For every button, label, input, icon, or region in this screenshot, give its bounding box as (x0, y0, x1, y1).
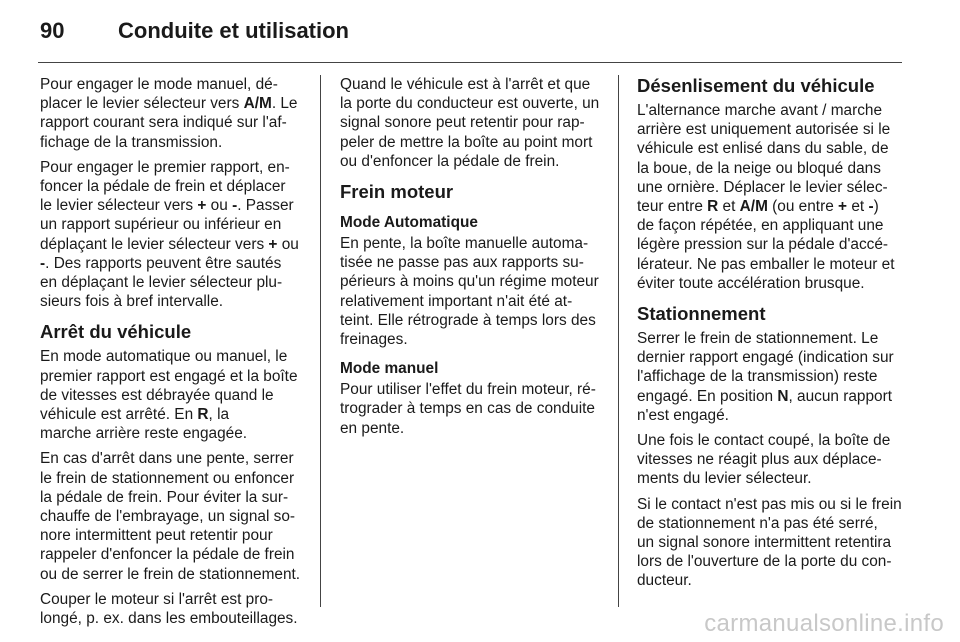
header-divider (38, 62, 902, 63)
column-divider-2 (618, 75, 619, 607)
heading-vehicle-stop: Arrêt du véhicule (40, 321, 192, 343)
column-3 (637, 75, 905, 597)
subheading-manual-mode: Mode manuel (340, 360, 439, 378)
page-title: Conduite et utilisation (118, 18, 349, 43)
paragraph-stop-mode: En mode automatique ou manuel, le premier rapport est engagé et la boîte de vitesses est débrayée quand le véhicule est arrêté. En R, la marche arrière reste engagée. (40, 348, 298, 443)
paragraph-engine-off: Couper le moteur si l'arrêt est pro- longé, p. ex. dans les embouteillages. (40, 590, 298, 628)
paragraph-door-warning: Si le contact n'est pas mis ou si le frein de stationnement n'a pas été serré, un signal sonore intermittent retentira lors de l'ouverture de la porte du con- ducteur. (637, 495, 902, 590)
paragraph-parking-brake: Serrer le frein de stationnement. Le dernier rapport engagé (indication sur l'affichage de la transmission) reste engagé. En position N, aucun rapport n'est engagé. (637, 330, 894, 424)
paragraph-slope-stop: En cas d'arrêt dans une pente, serrer le frein de stationnement ou enfoncer la pédale de frein. Pour éviter la sur- chauffe de l'embrayage, un signal so- nore intermittent peut retentir pour rappeler d'enfoncer la pédale de frein ou de serrer le frein de stationnement. (40, 450, 301, 583)
heading-parking: Stationnement (637, 303, 766, 325)
heading-engine-brake: Frein moteur (340, 181, 454, 203)
paragraph-unstuck: L'alternance marche avant / marche arrière est uniquement autorisée si le véhicule est enlisé dans du sable, de la boue, de la neige ou bloqué dans une ornière. Déplacer le levier sélec- teur entre R et A/M (ou entre + et -) de façon répétée, en appliquant une légère pression sur la pédale d'accé- lérateur. Ne pas emballer le moteur et éviter toute accélération brusque. (637, 102, 895, 292)
subheading-automatic-mode: Mode Automatique (340, 214, 478, 232)
column-divider-1 (320, 75, 321, 607)
column-1 (40, 75, 308, 634)
paragraph-automatic-slope: En pente, la boîte manuelle automa- tisée ne passe pas aux rapports su- périeurs à moins qu'un régime moteur relativement important n'ait été at- teint. Elle rétrograde à temps lors des freinages. (340, 235, 599, 349)
paragraph-door-signal: Quand le véhicule est à l'arrêt et que la porte du conducteur est ouverte, un signal sonore peut retentir pour rap- peler de mettre la boîte au point mort ou d'enfoncer la pédale de frein. (340, 76, 600, 170)
paragraph-manual-brake: Pour utiliser l'effet du frein moteur, ré- trograder à temps en cas de conduite en pente. (340, 381, 596, 437)
paragraph-manual-mode: Pour engager le mode manuel, dé- placer le levier sélecteur vers A/M. Le rapport courant sera indiqué sur l'af- fichage de la transmission. (40, 76, 298, 151)
paragraph-ignition-off: Une fois le contact coupé, la boîte de vitesses ne réagit plus aux déplace- ments du levier sélecteur. (637, 432, 891, 488)
paragraph-first-gear: Pour engager le premier rapport, en- foncer la pédale de frein et déplacer le levier sélecteur vers + ou -. Passer un rapport supérieur ou inférieur en déplaçant le levier sélecteur vers + ou -. Des rapports peuvent être sautés en déplaçant le levier sélecteur plu- sieurs fois à bref intervalle. (40, 158, 299, 311)
heading-unstuck: Désenlisement du véhicule (637, 75, 875, 96)
watermark-text: carmanualsonline.info (704, 610, 944, 637)
column-2 (340, 75, 608, 444)
page-number: 90 (40, 18, 65, 43)
